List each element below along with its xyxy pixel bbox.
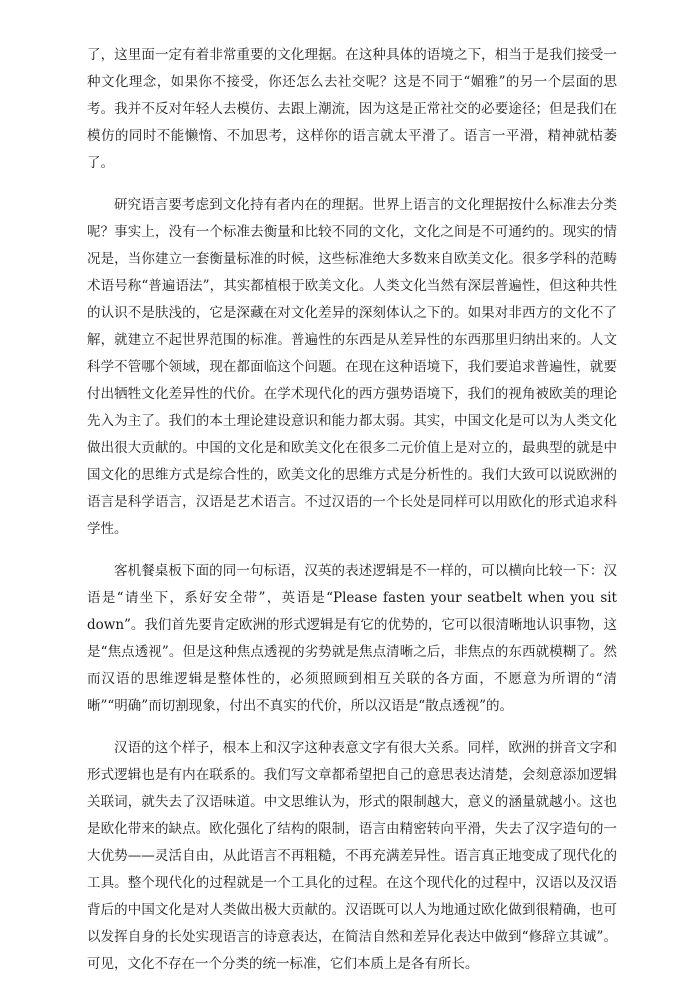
paragraph-gap [87, 177, 617, 192]
paragraph-1: 了，这里面一定有着非常重要的文化理据。在这种具体的语境之下，相当于是我们接受一种文化理念，如果你不接受，你还怎么去社交呢？这是不同于“媚雅”的另一个层面的思考。我并不反对年轻人去模仿、去跟上潮流，因为这是正常社交的必要途径；但是我们在模仿的同时不能懒惰、不加思考，这样你的语言就太平滑了。语言一平滑，精神就枯萎了。 [87, 47, 617, 171]
document-body [87, 42, 617, 978]
paragraph-4: 汉语的这个样子，根本上和汉字这种表意文字有很大关系。同样，欧洲的拼音文字和形式逻辑也是有内在联系的。我们写文章都希望把自己的意思表达清楚，会刻意添加逻辑关联词，就失去了汉语味道。中文思维认为，形式的限制越大，意义的涵量就越小。这也是欧化带来的缺点。欧化强化了结构的限制，语言由精密转向平滑，失去了汉字造句的一大优势——灵活自由，从此语言不再粗糙，不再充满差异性。语言真正地变成了现代化的工具。整个现代化的过程就是一个工具化的过程。在这个现代化的过程中，汉语以及汉语背后的中国文化是对人类做出极大贡献的。汉语既可以人为地通过欧化做到很精确，也可以发挥自身的长处实现语言的诗意表达，在简洁自然和差异化表达中做到“修辞立其诚”。可见，文化不存在一个分类的统一标准，它们本质上是各有所长。 [87, 740, 617, 972]
paragraph-3: 客机餐桌板下面的同一句标语，汉英的表述逻辑是不一样的，可以横向比较一下：汉语是“请坐下，系好安全带”，英语是“Please fasten your seatbelt when you sit down”。我们首先要肯定欧洲的形式逻辑是有它的优势的，它可以很清晰地认识事物，这是“焦点透视”。但是这种焦点透视的劣势就是焦点清晰之后，非焦点的东西就模糊了。然而汉语的思维逻辑是整体性的，必须照顾到相互关联的各方面，不愿意为所谓的“清晰”“明确”而切割现象，付出不真实的代价，所以汉语是“散点透视”的。 [87, 563, 617, 714]
paragraph-2: 研究语言要考虑到文化持有者内在的理据。世界上语言的文化理据按什么标准去分类呢？事实上，没有一个标准去衡量和比较不同的文化，文化之间是不可通约的。现实的情况是，当你建立一套衡量标准的时候，这些标准绝大多数来自欧美文化。很多学科的范畴术语号称“普遍语法”，其实都植根于欧美文化。人类文化当然有深层普遍性，但这种共性的认识不是肤浅的，它是深藏在对文化差异的深刻体认之下的。如果对非西方的文化不了解，就建立不起世界范围的标准。普遍性的东西是从差异性的东西那里归纳出来的。人文科学不管哪个领域，现在都面临这个问题。在现在这种语境下，我们要追求普遍性，就要付出牺牲文化差异性的代价。在学术现代化的西方强势语境下，我们的视角被欧美的理论先入为主了。我们的本土理论建设意识和能力都太弱。其实，中国文化是可以为人类文化做出很大贡献的。中国的文化是和欧美文化在很多二元价值上是对立的，最典型的就是中国文化的思维方式是综合性的，欧美文化的思维方式是分析性的。我们大致可以说欧洲的语言是科学语言，汉语是艺术语言。不过汉语的一个长处是同样可以用欧化的形式追求科学性。 [87, 197, 617, 537]
paragraph-gap [87, 720, 617, 735]
paragraph-gap [87, 543, 617, 558]
